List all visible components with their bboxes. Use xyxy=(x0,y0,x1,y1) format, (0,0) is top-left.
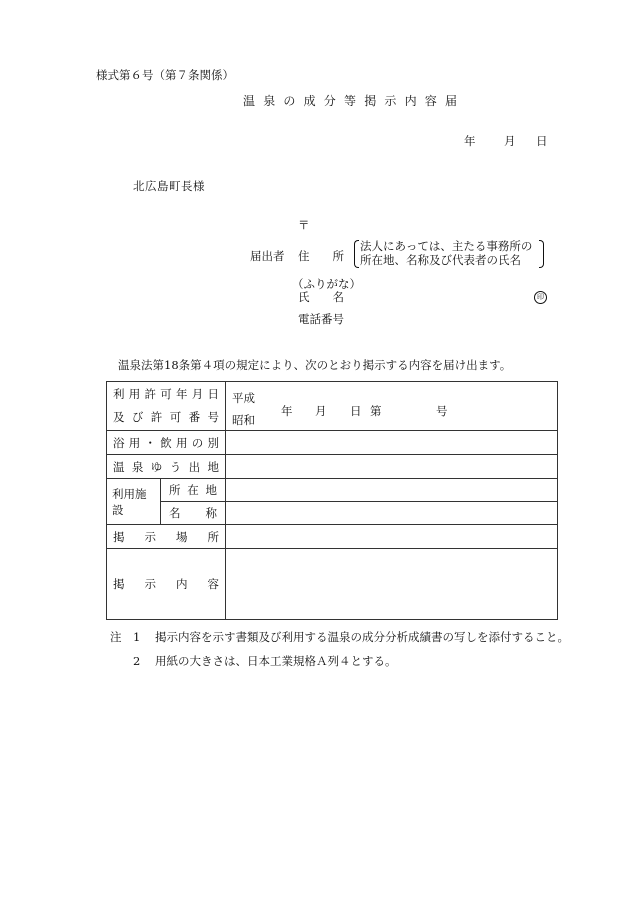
furigana-label: （ふりがな） xyxy=(292,277,361,291)
permit-day-label: 日 xyxy=(350,404,362,418)
bath-drink-label: 浴用・飲用の別 xyxy=(107,431,226,455)
intro-text: 温泉法第18条第４項の規定により、次のとおり掲示する内容を届け出ます。 xyxy=(118,358,512,372)
permit-number-suffix: 号 xyxy=(436,404,448,418)
facility-address-value[interactable] xyxy=(226,479,558,502)
facility-label: 利用施設 xyxy=(107,479,161,525)
date-year-label: 年 xyxy=(464,134,476,148)
right-bracket xyxy=(539,240,544,268)
corporate-note-line-1: 法人にあっては、主たる事務所の xyxy=(360,239,533,253)
permit-number-prefix: 第 xyxy=(370,404,382,418)
permit-value-cell[interactable] xyxy=(226,382,558,431)
left-bracket xyxy=(354,240,359,268)
note-2-text: 用紙の大きさは、日本工業規格Ａ列４とする。 xyxy=(155,654,397,668)
note-2-number: 2 xyxy=(133,654,141,668)
spring-source-label: 温泉ゆう出地 xyxy=(107,455,226,479)
note-1-text: 掲示内容を示す書類及び利用する温泉の成分分析成績書の写しを添付すること。 xyxy=(155,630,569,644)
postal-mark: 〒 xyxy=(298,218,310,232)
corporate-note-line-2: 所在地、名称及び代表者の氏名 xyxy=(360,253,521,267)
era-showa: 昭和 xyxy=(232,413,255,427)
note-1-number: 1 xyxy=(133,630,141,644)
phone-label: 電話番号 xyxy=(298,312,344,326)
facility-name-label: 名 称 xyxy=(161,502,226,525)
addressee: 北広島町長様 xyxy=(133,179,205,193)
address-label: 住 所 xyxy=(298,249,344,263)
display-place-label: 掲示場所 xyxy=(107,525,226,549)
permit-year-label: 年 xyxy=(281,404,293,418)
name-label: 氏 名 xyxy=(298,290,344,304)
facility-name-value[interactable] xyxy=(226,502,558,525)
permit-label-cell xyxy=(107,382,226,431)
bath-drink-value[interactable] xyxy=(226,431,558,455)
permit-label-line-2: 及び許可番号 xyxy=(113,410,219,424)
display-content-label: 掲示内容 xyxy=(107,549,226,620)
permit-month-label: 月 xyxy=(315,404,327,418)
display-content-value[interactable] xyxy=(226,549,558,620)
corporate-note xyxy=(354,240,544,268)
date-month-label: 月 xyxy=(504,134,516,148)
display-place-value[interactable] xyxy=(226,525,558,549)
spring-source-value[interactable] xyxy=(226,455,558,479)
document-title: 温泉の成分等掲示内容届 xyxy=(243,94,466,108)
permit-label-line-1: 利用許可年月日 xyxy=(113,387,219,401)
facility-address-label: 所在地 xyxy=(161,479,226,502)
form-number: 様式第６号（第７条関係） xyxy=(96,68,234,82)
seal-icon: 印 xyxy=(534,291,547,304)
notification-table xyxy=(106,381,558,620)
notifier-label: 届出者 xyxy=(250,249,285,263)
era-heisei: 平成 xyxy=(232,391,255,405)
notes-lead: 注 xyxy=(110,630,122,644)
date-day-label: 日 xyxy=(536,134,548,148)
